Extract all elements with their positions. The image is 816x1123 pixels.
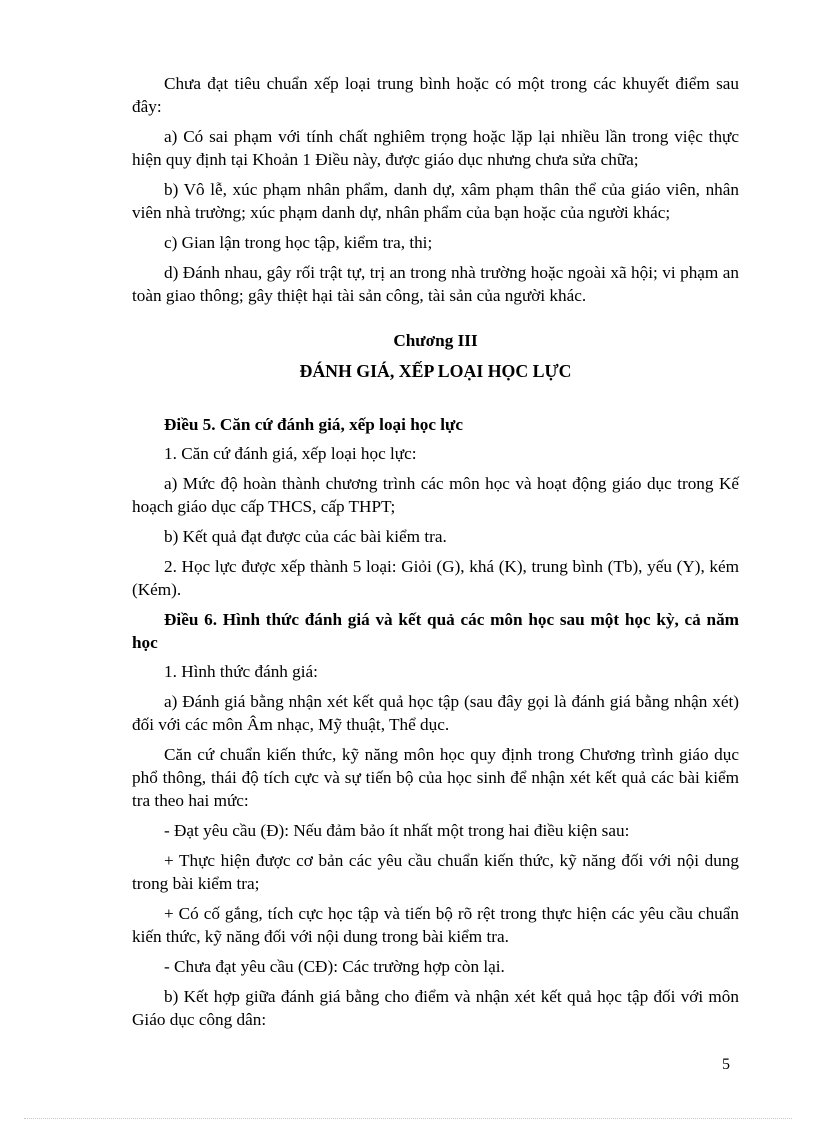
paragraph: 1. Hình thức đánh giá:: [164, 662, 318, 681]
paragraph: b) Kết hợp giữa đánh giá bằng cho điểm và nhận xét kết quả học tập đối với môn Giáo dục công dân:: [132, 987, 739, 1029]
paragraph: + Thực hiện được cơ bản các yêu cầu chuẩn kiến thức, kỹ năng đối với nội dung trong bài kiểm tra;: [132, 851, 739, 893]
paragraph: c) Gian lận trong học tập, kiểm tra, thi;: [164, 233, 433, 252]
chapter-number: Chương III: [393, 331, 478, 350]
article-5-title: Điều 5. Căn cứ đánh giá, xếp loại học lực: [164, 415, 463, 434]
page-number: 5: [722, 1056, 730, 1073]
document-body: [132, 72, 739, 1038]
chapter-title: ĐÁNH GIÁ, XẾP LOẠI HỌC LỰC: [299, 361, 572, 381]
paragraph: + Có cố gắng, tích cực học tập và tiến bộ rõ rệt trong thực hiện các yêu cầu chuẩn kiến thức, kỹ năng đối với nội dung trong bài kiểm tra.: [132, 904, 739, 946]
paragraph: 2. Học lực được xếp thành 5 loại: Giỏi (G), khá (K), trung bình (Tb), yếu (Y), kém (Kém).: [132, 557, 739, 599]
page-bottom-divider: [24, 1118, 792, 1119]
paragraph: - Chưa đạt yêu cầu (CĐ): Các trường hợp còn lại.: [164, 957, 505, 976]
paragraph: - Đạt yêu cầu (Đ): Nếu đảm bảo ít nhất một trong hai điều kiện sau:: [164, 821, 630, 840]
paragraph: a) Có sai phạm với tính chất nghiêm trọng hoặc lặp lại nhiều lần trong việc thực hiện quy định tại Khoản 1 Điều này, được giáo dục nhưng chưa sửa chữa;: [132, 127, 739, 169]
paragraph: a) Mức độ hoàn thành chương trình các môn học và hoạt động giáo dục trong Kế hoạch giáo dục cấp THCS, cấp THPT;: [132, 474, 739, 516]
paragraph: a) Đánh giá bằng nhận xét kết quả học tập (sau đây gọi là đánh giá bằng nhận xét) đối với các môn Âm nhạc, Mỹ thuật, Thể dục.: [132, 692, 739, 734]
paragraph: Chưa đạt tiêu chuẩn xếp loại trung bình hoặc có một trong các khuyết điểm sau đây:: [132, 74, 739, 116]
paragraph: b) Kết quả đạt được của các bài kiểm tra.: [164, 527, 447, 546]
paragraph: Căn cứ chuẩn kiến thức, kỹ năng môn học quy định trong Chương trình giáo dục phổ thông, thái độ tích cực và sự tiến bộ của học sinh để nhận xét kết quả các bài kiểm tra theo hai mức:: [132, 745, 739, 810]
paragraph: 1. Căn cứ đánh giá, xếp loại học lực:: [164, 444, 417, 463]
article-6-title: Điều 6. Hình thức đánh giá và kết quả các môn học sau một học kỳ, cả năm học: [132, 610, 739, 652]
paragraph: d) Đánh nhau, gây rối trật tự, trị an trong nhà trường hoặc ngoài xã hội; vi phạm an toàn giao thông; gây thiệt hại tài sản công, tài sản của người khác.: [132, 263, 739, 305]
paragraph: b) Vô lễ, xúc phạm nhân phẩm, danh dự, xâm phạm thân thể của giáo viên, nhân viên nhà trường; xúc phạm danh dự, nhân phẩm của bạn hoặc của người khác;: [132, 180, 739, 222]
